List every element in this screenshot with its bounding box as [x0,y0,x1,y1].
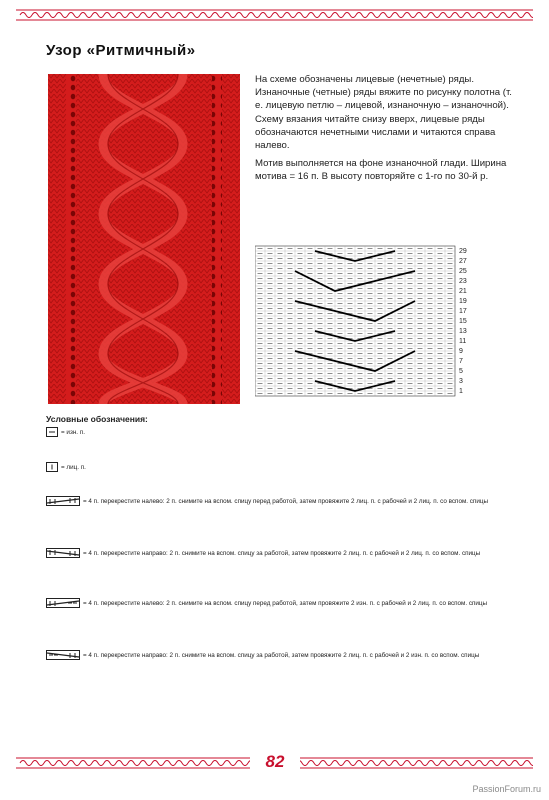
knot-ornament [512,13,524,18]
row-number: 29 [459,248,467,255]
knot-ornament [476,761,488,766]
knot-ornament [356,761,368,766]
knot-ornament [488,13,500,18]
legend-text: = 4 п. перекрестите налево: 2 п. снимите на вспом. спицу перед работой, затем провяжите 2 изн. п. с рабочей и 2 лиц. п. со вспом. спицы [83,599,488,607]
knot-ornament [236,761,248,766]
legend-text: = 4 п. перекрестите налево: 2 п. снимите на вспом. спицу перед работой, затем провяжите 2 лиц. п. с рабочей и 2 лиц. п. со вспом. спицы [83,497,488,505]
knot-ornament [224,13,236,18]
knot-ornament [272,13,284,18]
knot-ornament [500,761,512,766]
row-number: 7 [459,358,463,365]
knot-ornament [44,13,56,18]
purl-symbol-icon [46,427,58,437]
decorative-border-top [16,8,533,22]
knot-ornament [500,13,512,18]
knot-ornament [404,13,416,18]
knot-ornament [56,761,68,766]
knot-ornament [200,13,212,18]
knot-ornament [320,13,332,18]
knot-ornament [380,13,392,18]
knot-ornament [176,13,188,18]
row-number: 3 [459,378,463,385]
knot-ornament [212,761,224,766]
knot-ornament [152,761,164,766]
legend-text: = изн. п. [61,428,85,436]
knot-ornament [368,761,380,766]
knitting-chart [255,244,471,402]
knot-ornament [524,761,533,766]
cable-left-knit-symbol-icon [46,496,80,506]
knot-ornament [440,13,452,18]
knot-ornament [224,761,236,766]
knitted-swatch-image [48,74,240,404]
cable-right-knit-symbol-icon [46,548,80,558]
legend-text: = лиц. п. [61,463,86,471]
knot-ornament [104,761,116,766]
legend-item-purl [46,427,85,437]
page-number: 82 [250,752,300,772]
knot-ornament [140,761,152,766]
knot-ornament [404,761,416,766]
row-number: 17 [459,308,467,315]
knot-ornament [92,761,104,766]
knot-ornament [32,761,44,766]
knot-ornament [332,761,344,766]
legend-item-cable-left-purl [46,598,487,608]
knot-ornament [236,13,248,18]
row-number: 13 [459,328,467,335]
knit-symbol-icon [46,462,58,472]
knot-ornament [188,13,200,18]
knot-ornament [308,761,320,766]
knot-ornament [380,761,392,766]
knot-ornament [488,761,500,766]
watermark: PassionForum.ru [472,784,541,794]
knot-ornament [140,13,152,18]
knot-ornament [248,13,260,18]
row-number: 15 [459,318,467,325]
knot-ornament [464,13,476,18]
knot-ornament [428,761,440,766]
knot-ornament [344,13,356,18]
knot-ornament [116,13,128,18]
legend-text: = 4 п. перекрестите направо: 2 п. снимите на вспом. спицу за работой, затем провяжите 2 лиц. п. с рабочей и 2 лиц. п. со вспом. спицы [83,549,481,557]
knot-ornament [476,13,488,18]
knot-ornament [44,761,56,766]
legend-title: Условные обозначения: [46,414,148,424]
knot-ornament [212,13,224,18]
knot-ornament [392,761,404,766]
knot-ornament [152,13,164,18]
knot-ornament [524,13,533,18]
knot-ornament [104,13,116,18]
row-number: 25 [459,268,467,275]
row-number: 9 [459,348,463,355]
row-number: 27 [459,258,467,265]
knot-ornament [20,13,32,18]
knot-ornament [356,13,368,18]
row-number: 19 [459,298,467,305]
knot-ornament [20,761,32,766]
legend-item-cable-right-knit [46,548,480,558]
knot-ornament [308,13,320,18]
legend-item-knit [46,462,86,472]
knot-ornament [452,13,464,18]
knot-ornament [296,13,308,18]
knot-ornament [392,13,404,18]
knot-ornament [464,761,476,766]
knot-ornament [416,761,428,766]
knot-ornament [284,13,296,18]
knot-ornament [188,761,200,766]
row-number: 1 [459,388,463,395]
knot-ornament [512,761,524,766]
description-paragraph-1: На схеме обозначены лицевые (нечетные) ряды. Изнаночные (четные) ряды вяжите по рисунку полотна (т. е. лицевую петлю – лицевой, изнаночную – изнаночной). Схему вязания читайте снизу вверх, лицевые ряды обозначаются нечетными числами и читаются справа налево. [255,74,512,152]
knot-ornament [116,761,128,766]
cable-left-purl-symbol-icon [46,598,80,608]
knot-ornament [200,761,212,766]
legend-item-cable-right-purl [46,650,479,660]
knot-ornament [68,761,80,766]
row-number: 11 [459,338,467,345]
knot-ornament [440,761,452,766]
row-number: 21 [459,288,467,295]
knot-ornament [92,13,104,18]
knot-ornament [332,13,344,18]
knot-ornament [344,761,356,766]
knot-ornament [128,761,140,766]
knot-ornament [428,13,440,18]
knot-ornament [260,13,272,18]
knot-ornament [452,761,464,766]
knot-ornament [32,13,44,18]
knot-ornament [176,761,188,766]
pattern-description [255,73,513,189]
legend-item-cable-left-knit [46,496,488,506]
knot-ornament [56,13,68,18]
row-number: 23 [459,278,467,285]
row-number: 5 [459,368,463,375]
description-paragraph-2: Мотив выполняется на фоне изнаночной глади. Ширина мотива = 16 п. В высоту повторяйте с 1-го по 30-й р. [255,158,507,183]
knot-ornament [164,761,176,766]
knot-ornament [164,13,176,18]
legend-text: = 4 п. перекрестите направо: 2 п. снимите на вспом. спицу за работой, затем провяжите 2 лиц. п. с рабочей и 2 изн. п. со вспом. спицы [83,651,480,659]
knot-ornament [320,761,332,766]
page-title: Узор «Ритмичный» [46,42,196,59]
knot-ornament [80,13,92,18]
knot-ornament [368,13,380,18]
knot-ornament [80,761,92,766]
knot-ornament [68,13,80,18]
cable-right-purl-symbol-icon [46,650,80,660]
knot-ornament [416,13,428,18]
knot-ornament [128,13,140,18]
